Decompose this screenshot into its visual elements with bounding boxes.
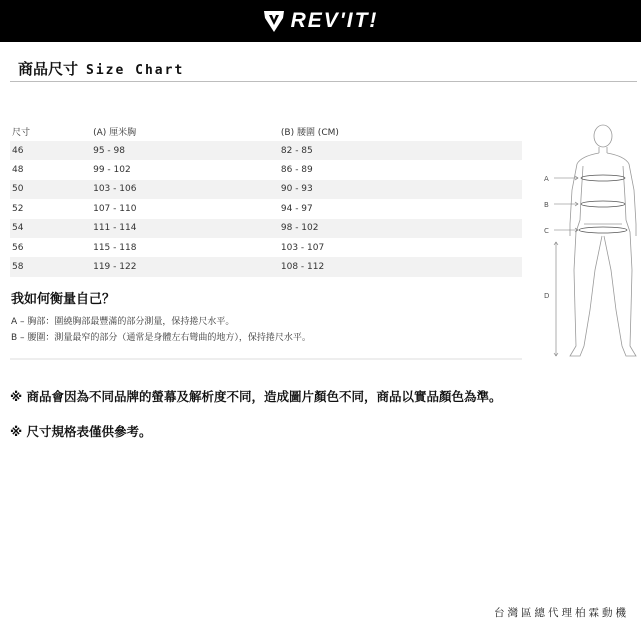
- waist-cell: 90 - 93: [279, 180, 522, 199]
- size-cell: 52: [12, 203, 24, 214]
- size-table: [10, 122, 522, 277]
- table-row: [10, 238, 522, 257]
- brand-header: [0, 0, 641, 42]
- chest-cell: 95 - 98: [91, 141, 279, 160]
- distributor-credit: 台灣區總代理柏霖動機: [494, 607, 629, 619]
- waist-cell: 94 - 97: [280, 203, 313, 214]
- waist-cell: 82 - 85: [279, 141, 522, 160]
- chest-cell: 111 - 114: [91, 219, 279, 238]
- waist-cell: 103 - 107: [280, 242, 325, 253]
- size-cell: 46: [10, 141, 91, 160]
- column-header-size: 尺寸: [12, 128, 31, 138]
- table-header-row: [10, 122, 522, 141]
- body-outline: [570, 125, 636, 356]
- measure-note-chest: A – 胸部：圍繞胸部最豐滿的部分測量，保持捲尺水平。: [11, 317, 235, 327]
- chest-cell: 103 - 106: [91, 180, 279, 199]
- table-row: [10, 141, 522, 160]
- revit-shield-logo-icon: [263, 9, 285, 33]
- size-cell: 58: [10, 257, 91, 276]
- disclaimer-reference: ※ 尺寸規格表僅供參考。: [10, 424, 152, 439]
- waist-cell: 98 - 102: [279, 219, 522, 238]
- page-title: [18, 58, 184, 79]
- table-row: [10, 257, 522, 276]
- chest-cell: 99 - 102: [93, 165, 131, 176]
- title-divider: [10, 81, 637, 82]
- table-row: [10, 199, 522, 218]
- table-row: [10, 180, 522, 199]
- size-cell: 56: [12, 242, 24, 253]
- column-header-waist: (B) 腰圍 (CM): [280, 128, 339, 138]
- table-row: [10, 160, 522, 179]
- body-measurement-figure: [540, 120, 640, 370]
- table-row: [10, 219, 522, 238]
- chest-cell: 107 - 110: [93, 203, 137, 214]
- figure-label-b: B: [544, 201, 549, 209]
- page-title-zh: 商品尺寸: [18, 60, 79, 78]
- figure-label-d: D: [544, 292, 550, 300]
- waist-cell: 108 - 112: [279, 257, 522, 276]
- waist-cell: 86 - 89: [280, 165, 313, 176]
- page-title-en: Size Chart: [86, 63, 185, 78]
- chest-cell: 115 - 118: [93, 242, 137, 253]
- size-cell: 50: [10, 180, 91, 199]
- chest-cell: 119 - 122: [91, 257, 279, 276]
- figure-label-c: C: [544, 227, 549, 235]
- brand-logo: [263, 9, 379, 33]
- disclaimer-color: ※ 商品會因為不同品牌的螢幕及解析度不同，造成圖片顏色不同，商品以實品顏色為準。: [10, 389, 502, 404]
- column-header-chest: (A) 厘米胸: [93, 128, 137, 138]
- size-cell: 48: [12, 165, 24, 176]
- notes-divider: [10, 358, 522, 360]
- figure-label-a: A: [544, 175, 549, 183]
- measure-heading: 我如何衡量自己？: [11, 292, 116, 307]
- measure-note-waist: B – 腰圍：測量最窄的部分（通常是身體左右彎曲的地方），保持捲尺水平。: [11, 333, 311, 343]
- size-cell: 54: [10, 219, 91, 238]
- brand-name: REV'IT!: [290, 9, 379, 32]
